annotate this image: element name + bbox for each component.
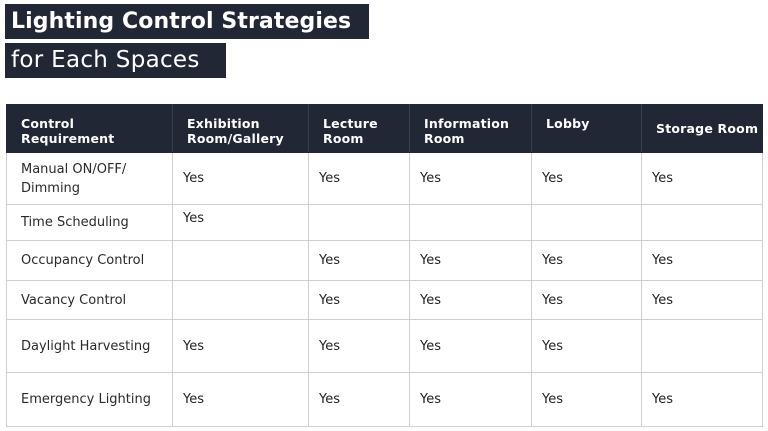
cell: Yes xyxy=(532,153,642,205)
row-label-vacancy-control: Vacancy Control xyxy=(7,281,173,320)
cell: Yes xyxy=(309,373,410,427)
cell: Yes xyxy=(642,281,763,320)
cell: Yes xyxy=(173,320,309,373)
cell: Yes xyxy=(410,281,532,320)
row-label-occupancy-control: Occupancy Control xyxy=(7,241,173,281)
cell: Yes xyxy=(173,153,309,205)
cell: Yes xyxy=(173,205,309,241)
cell: Yes xyxy=(309,241,410,281)
table-row xyxy=(7,241,763,281)
cell xyxy=(532,205,642,241)
page-title: Lighting Control Strategies xyxy=(5,4,369,39)
row-label-daylight-harvesting: Daylight Harvesting xyxy=(7,320,173,373)
cell: Yes xyxy=(642,373,763,427)
cell xyxy=(410,205,532,241)
column-header-information-room: Information Room xyxy=(410,105,532,153)
cell: Yes xyxy=(309,153,410,205)
row-label-manual-dimming: Manual ON/OFF/ Dimming xyxy=(7,153,173,205)
cell: Yes xyxy=(309,281,410,320)
cell: Yes xyxy=(410,153,532,205)
cell xyxy=(173,281,309,320)
cell: Yes xyxy=(532,241,642,281)
row-label-emergency-lighting: Emergency Lighting xyxy=(7,373,173,427)
row-label-time-scheduling: Time Scheduling xyxy=(7,205,173,241)
cell xyxy=(642,320,763,373)
cell: Yes xyxy=(532,373,642,427)
column-header-lobby: Lobby xyxy=(532,105,642,153)
table-row xyxy=(7,320,763,373)
cell: Yes xyxy=(642,153,763,205)
cell: Yes xyxy=(532,281,642,320)
cell: Yes xyxy=(532,320,642,373)
cell xyxy=(309,205,410,241)
column-header-control-requirement: Control Requirement xyxy=(7,105,173,153)
cell: Yes xyxy=(410,320,532,373)
page-subtitle: for Each Spaces xyxy=(5,43,226,78)
cell: Yes xyxy=(642,241,763,281)
table-header-row xyxy=(7,105,763,153)
cell: Yes xyxy=(410,241,532,281)
table-row xyxy=(7,205,763,241)
cell: Yes xyxy=(410,373,532,427)
column-header-lecture-room: Lecture Room xyxy=(309,105,410,153)
cell xyxy=(642,205,763,241)
table-row xyxy=(7,373,763,427)
cell: Yes xyxy=(309,320,410,373)
lighting-control-table xyxy=(6,104,763,427)
table-row xyxy=(7,281,763,320)
cell: Yes xyxy=(173,373,309,427)
column-header-storage-room: Storage Room xyxy=(642,105,763,153)
cell xyxy=(173,241,309,281)
table-row xyxy=(7,153,763,205)
column-header-exhibition-room: Exhibition Room/Gallery xyxy=(173,105,309,153)
